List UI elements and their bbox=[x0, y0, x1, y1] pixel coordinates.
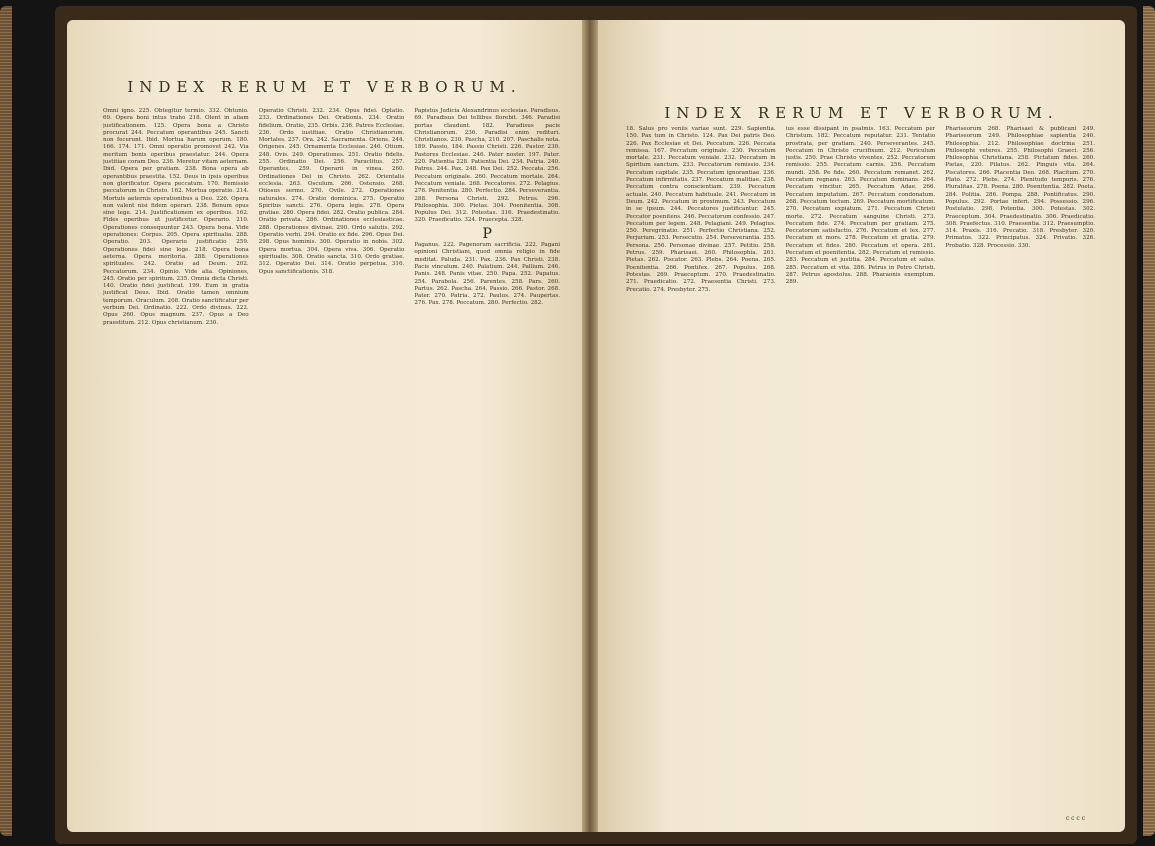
catchword: c c c c bbox=[1065, 815, 1085, 822]
left-column-1 bbox=[103, 108, 249, 814]
left-page-header: INDEX RERUM ET VERBORUM. bbox=[127, 78, 522, 96]
right-page bbox=[598, 20, 1125, 832]
left-column-2 bbox=[259, 108, 405, 814]
left-column-3-text-bottom: Paganus. 222. Pagenorum sacrificia. 222. Pagani opinioni Christiani, quod omnia religio in fide meditat. Paluda. 231. Pax. 236. Pax Christi. 238. Pacis vinculum. 240. Palatium. 244. Pallium. 246. Panis. 248. Panis vitae. 250. Papa. 252. Papatus. 254. Parabola. 256. Parentes. 258. Pars. 260. Partus. 262. Pascha. 264. Passio. 266. Pastor. 268. Pater. 270. Patria. 272. Paulus. 274. Paupertas. 276. Pax. 278. Peccatum. 280. Perfectio. 282. bbox=[414, 242, 561, 307]
section-initial-letter: P bbox=[482, 225, 492, 242]
left-page-columns bbox=[103, 108, 560, 814]
right-column-3 bbox=[945, 126, 1095, 814]
right-column-1 bbox=[626, 126, 776, 814]
left-column-1-text: Omni igno. 225. Obtegitur termio. 332. Obtunio. 69. Opera boni intus traho 218. Olent in aliam justificationem. 125. Opera bona a Christo procurat 244. Peccatum operantibus 245. Sancti non fecerunt. Ibid. Mortua harum operum. 180. 166. 174. 171. Omni operatio promovet 242. Via meritum bonis operibus praestatur. 244. Opera justitiae coram Deo. 236. Meretur vitam aeternam. Ibid. Opera per gratiam. 238. Bona opera ab operantibus praestita. 152. Deus in ipsis operibus non glorificatur. Opera peccatum. 170. Remissio peccatorum in Christo. 162. Mortua operatio. 214. Mortuis aeternis operationibus a Deo. 226. Opera non valent nisi fidem operari. 238. Bonum opus sine lege. 214. Justificationem ex operibus. 162. Fides operibus ut justificetur. Operario. 210. Operationes consequuntur 243. Opera bona. Vide operationes: Corpus. 205. Opera spiritualia. 288. Operatio. 203. Operario justificatio 259. Operationes fidei sine lege. 218. Opera bona aeterna. Opera meritoria. 288. Operationes spirituales. 242. Oratio ad Deum. 202. Peccatorum. 234. Opinio. Vide alia. Opiniones, 245. Oratio per spiritum. 235. Omnia dicta Christi. 140. Oratio fidei justificat. 199. Eum in gratia justificat Deus. Ibid. Oratio tamen omnium temporum. Oraculum. 208. Oratio sanctificatur per verbum Dei. Ordinatio. 222. Ordo divinus. 222. Opus 260. Opus magnum. 237. Opus a Deo praestitum. 212. Opus christianum. 230. bbox=[103, 108, 249, 326]
right-column-2 bbox=[786, 126, 936, 814]
right-column-3-text: Phariseorum 268. Pharisaei & publicani 249. Phariseorum 249. Philosophiae sapientia 240. Philosophia. 212. Philosophiae doctrina 251. Philosophi veteres. 255. Philosophi Graeci. 256. Philosophia Christiana. 258. Pictatum fides. 260. Pietas, 220. Pilatus. 262. Pinguis vita. 264. Piscatores. 266. Placentia Deo. 268. Placitum. 270. Plato. 272. Plebs. 274. Plenitudo temporis. 276. Pluralitas. 278. Poena. 280. Poenitentia. 282. Poeta. 284. Politia. 286. Pompa. 288. Pontificatus. 290. Populus. 292. Portae inferi. 294. Possessio. 296. Postulatio. 298. Potentia. 300. Potestas. 302. Praeceptum. 304. Praedestinatio. 306. Praedicatio. 308. Praefectus. 310. Praesentia. 312. Praesumptio. 314. Praxis. 316. Precatio. 318. Presbyter. 320. Primatus. 322. Principatus. 324. Privatio. 326. Probatio. 328. Processio. 330. bbox=[945, 126, 1096, 249]
book-gutter bbox=[582, 20, 598, 832]
open-book bbox=[55, 6, 1137, 844]
left-column-3-text-top: Papistus Judicia Alexandrinus ecclesiae. Paradisus. 69. Paradisus Dei tellibus florebit. 346. Paradisi portas claudunt. 182. Paradisus pacis Christianorum. 236. Paradisi enim redituri. Christianos. 230. Pascha, 210. 207. Paschalis nota. 189. Passio, 184. Passio Christi. 226. Pastor. 230. Pastores Ecclesiae. 246. Pater noster. 197. Pater. 220. Patientia 228. Patientia Dei. 234. Patria. 240. Patres. 244. Pax. 248. Pax Dei. 252. Peccata. 256. Peccatum originale. 260. Peccatum mortale. 264. Peccatum veniale. 268. Peccatores. 272. Pelagius. 276. Penitentia. 280. Perfectio. 284. Perseverantia. 288. Persona Christi. 292. Petrus. 296. Philosophia. 300. Pietas. 304. Poenitentia. 308. Populus Dei. 312. Potestas. 316. Praedestinatio. 320. Praedicatio. 324. Praecepta. 328. bbox=[414, 108, 561, 224]
right-page-columns bbox=[626, 126, 1095, 814]
right-page-header: INDEX RERUM ET VERBORUM. bbox=[664, 104, 1059, 122]
right-column-2-text: ius esse dissipant in psalmis. 163. Peccatum per Christum. 182. Peccatum reputatur. 231. Tentatio prostrata, per gratiam. 240. Perseverantes. 245. Peccatum in Christo crucifixum. 212. Periculum justis. 250. Prae Christo viventes. 252. Peccatorum remissio. 255. Peccatum carnis. 256. Peccatum mundi. 258. Pe fide. 260. Peccatum remanet. 262. Peccatum regnans. 263. Peccatum dominans. 264. Peccatum vincitur. 265. Peccatum Adae. 266. Peccatum imputatum. 267. Peccatum condonatum. 268. Peccatum tectum. 269. Peccatum mortificatum. 270. Peccatum expiatum. 271. Peccatum Christi morte. 272. Peccatum sanguine Christi. 273. Peccatum fide. 274. Peccatum per gratiam. 275. Peccatorum satisfactio. 276. Peccatum et lex. 277. Peccatum et mors. 278. Peccatum et gratia. 279. Peccatum et fides. 280. Peccatum et opera. 281. Peccatum et poenitentia. 282. Peccatum et remissio. 283. Peccatum et justitia. 284. Peccatum et salus. 285. Peccatum et vita. 286. Petrus in Petro Christi. 287. Petrus apostolus. 288. Pharaonis exemplum. 289. bbox=[785, 126, 936, 286]
book-edge-left bbox=[0, 6, 12, 836]
book-edge-right bbox=[1143, 6, 1155, 836]
left-column-2-text: Operatio Christi. 232. 234. Opus fidei. Optatio. 233. Ordinationes Dei. Orationis. 234. Oratio fidelium. Oratio, 235. Orbis. 236. Patres Ecclesiae. 236. Ordo iustitiae. Oratio Christianorum. Mortales. 237. Ora. 242. Sacramenta. Oriens. 244. Origenes. 245. Ornamenta Ecclesiae. 246. Otium. 248. Ovis. 249. Operationes. 251. Oratio fidelis. 255. Ordinatio Dei. 256. Paraclitus. 257. Operantes. 259. Operarii in vinea. 260. Ordinationes Dei in Christo. 262. Orientalis ecclesia. 263. Osculum. 266. Ostensio. 268. Otiosus sermo. 270. Ovile. 272. Operationes naturales. 274. Oratio dominica. 275. Operatio Spiritus sancti. 276. Opera legis. 278. Opera gratiae. 280. Opera fidei. 282. Oratio publica. 284. Oratio privata. 286. Ordinationes ecclesiasticae. 288. Operationes divinae. 290. Ordo salutis. 292. Operatio verbi. 294. Oratio ex fide. 296. Opus Dei. 298. Opus hominis. 300. Operatio in nobis. 302. Opera mortua. 304. Opera viva. 306. Operatio spiritualis. 308. Oratio sancta. 310. Ordo gratiae. 312. Operatio Dei. 314. Oratio perpetua. 316. Opus sanctificationis. 318. bbox=[258, 108, 405, 275]
right-column-1-text: 18. Salus pro veniis variae sunt. 229. Sapientia. 150. Pax tum in Christo. 124. Pax Dei patris Deo. 226. Pax Ecclesiae et Dei. Peccatum. 226. Peccata remissa. 167. Peccatum originale. 230. Peccatum mortale. 231. Peccatum veniale. 232. Peccatum in Spiritum sanctum. 233. Peccatorum remissio. 234. Peccatum capitale. 235. Peccatum ignorantiae. 236. Peccatum infirmitatis. 237. Peccatum malitiae. 238. Peccatum contra conscientiam. 239. Peccatum actuale. 240. Peccatum habituale. 241. Peccatum in Deum. 242. Peccatum in proximum. 243. Peccatum in se ipsum. 244. Peccatores justificantur. 245. Peccator poenitens. 246. Peccatorum confessio. 247. Peccatum per legem. 248. Pelagiani. 249. Pelagius. 250. Peregrinatio. 251. Perfectio Christiana. 252. Perjurium. 253. Persecutio. 254. Perseverantia. 255. Persona. 256. Personae divinae. 257. Petitio. 258. Petrus. 259. Pharisaei. 260. Philosophia. 261. Pietas. 262. Piscator. 263. Plebs. 264. Poena. 265. Poenitentia. 266. Pontifex. 267. Populus. 268. Potestas. 269. Praeceptum. 270. Praedestinatio. 271. Praedicatio. 272. Praesentia Christi. 273. Precatio. 274. Presbyter. 275. bbox=[626, 126, 776, 293]
left-page bbox=[67, 20, 582, 832]
left-column-3 bbox=[414, 108, 560, 814]
